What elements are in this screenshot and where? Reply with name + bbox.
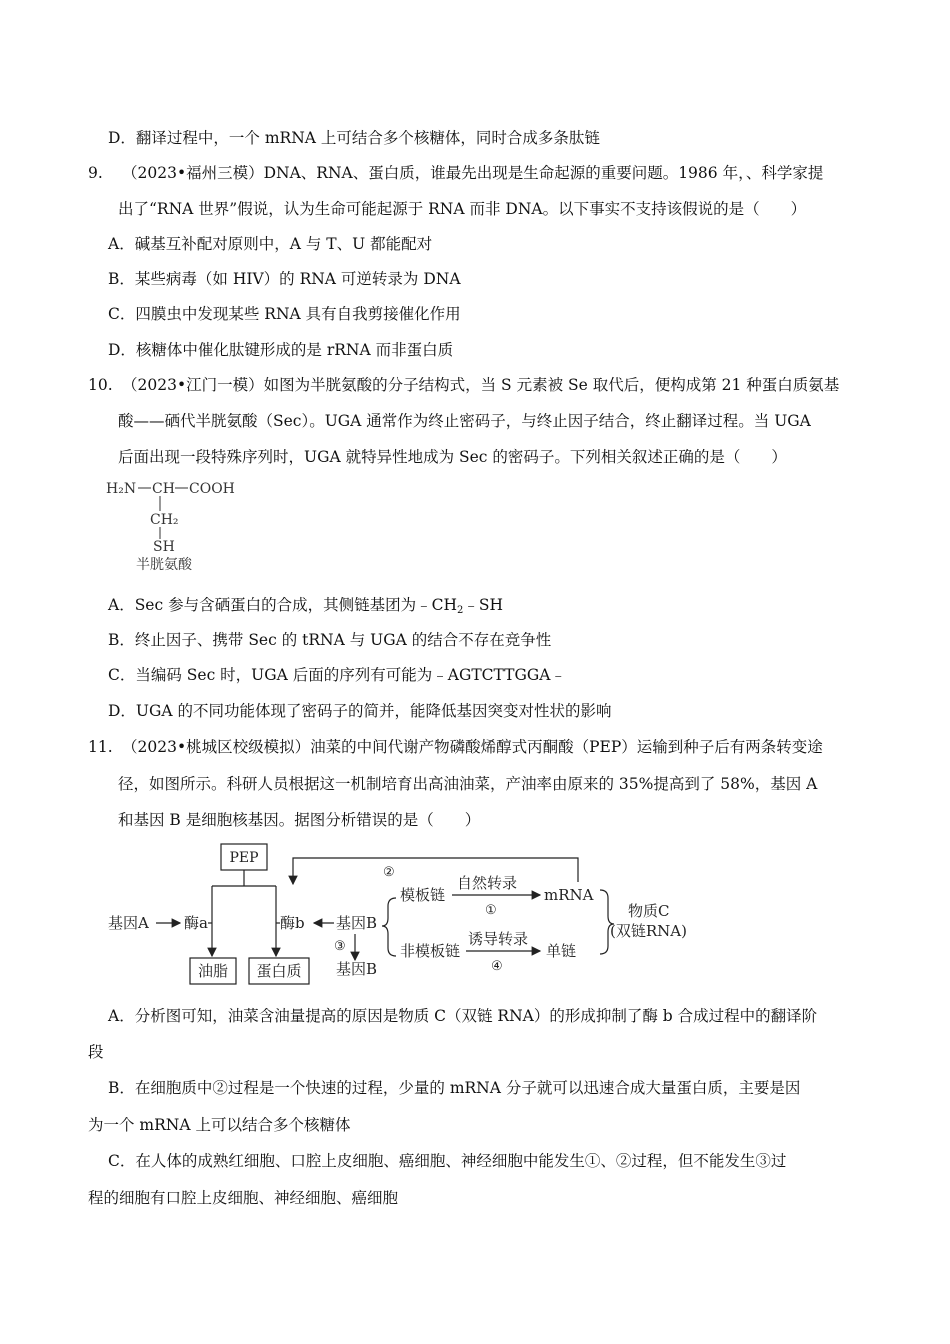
formula-ch2: CH₂ — [150, 512, 179, 528]
q11-stem-line2: 径，如图所示。科研人员根据这一机制培育出高油油菜，产油率由原来的 35%提高到了 58%，基因 A — [118, 775, 818, 793]
q9-option-a: A．碱基互补配对原则中，A 与 T、U 都能配对 — [108, 235, 433, 253]
gene-b-label: 基因B — [336, 914, 378, 932]
mrna-label: mRNA — [544, 886, 594, 904]
oil-label: 油脂 — [197, 962, 229, 980]
q10-number: 10. — [88, 376, 113, 394]
pep-label: PEP — [229, 850, 259, 866]
q10-option-d: D．UGA 的不同功能体现了密码子的简并，能降低基因突变对性状的影响 — [108, 702, 612, 720]
q11-option-a-line1: A．分析图可知，油菜含油量提高的原因是物质 C（双链 RNA）的形成抑制了酶 b 合成过程中的翻译阶 — [108, 1007, 818, 1025]
template-strand-label: 模板链 — [400, 886, 446, 904]
protein-label: 蛋白质 — [256, 962, 302, 980]
enzyme-a-label: 酶a — [184, 914, 208, 932]
q10-stem-line3: 后面出现一段特殊序列时，UGA 就特异性地成为 Sec 的密码子。下列相关叙述正确的是（ ） — [118, 448, 787, 466]
step-1-label: ① — [485, 903, 497, 918]
natural-transcription-label: 自然转录 — [457, 874, 518, 892]
cysteine-structure-figure — [104, 474, 254, 574]
non-template-strand-label: 非模板链 — [400, 942, 461, 960]
gene-a-label: 基因A — [108, 914, 149, 932]
q11-stem-line3: 和基因 B 是细胞核基因。据图分析错误的是（ ） — [118, 811, 481, 829]
enzyme-b-label: 酶b — [280, 914, 305, 932]
q10-option-a-subscript: 2 — [456, 605, 464, 616]
gene-b-copy-label: 基因B — [336, 960, 378, 978]
formula-ch: CH — [152, 481, 175, 497]
q10-option-b: B．终止因子、携带 Sec 的 tRNA 与 UGA 的结合不存在竞争性 — [108, 631, 552, 649]
arrow-translation-to-enzyme-b — [293, 858, 578, 884]
step-4-label: ④ — [491, 959, 503, 974]
q9-option-d: D．核糖体中催化肽键形成的是 rRNA 而非蛋白质 — [108, 341, 454, 359]
q10-option-a-suffix: ﹣SH — [463, 596, 503, 614]
q9-option-c: C．四膜虫中发现某些 RNA 具有自我剪接催化作用 — [108, 305, 461, 323]
gene-b-brace — [382, 898, 396, 956]
q9-stem-line2: 出了“RNA 世界”假说，认为生命可能起源于 RNA 而非 DNA。以下事实不支持该假说的是（ ） — [118, 200, 807, 218]
q11-option-c-line1: C．在人体的成熟红细胞、口腔上皮细胞、癌细胞、神经细胞中能发生①、②过程，但不能发生③过 — [108, 1152, 787, 1170]
step-2-label: ② — [383, 865, 395, 880]
single-strand-label: 单链 — [546, 942, 577, 960]
q9-number: 9. — [88, 164, 103, 182]
q10-option-a — [108, 594, 503, 622]
induced-transcription-label: 诱导转录 — [468, 930, 529, 948]
formula-h2n: H₂N — [106, 481, 137, 497]
double-rna-label: (双链RNA) — [610, 922, 687, 940]
q11-option-b-line1: B．在细胞质中②过程是一个快速的过程，少量的 mRNA 分子就可以迅速合成大量蛋白质，主要是因 — [108, 1079, 801, 1097]
q11-option-a-line2: 段 — [88, 1043, 104, 1061]
q10-option-a-text: A．Sec 参与含硒蛋白的合成，其侧链基团为﹣CH — [108, 596, 457, 614]
q11-number: 11. — [88, 738, 113, 756]
pep-pathway-diagram — [100, 838, 710, 988]
formula-sh: SH — [153, 539, 175, 555]
step-3-label: ③ — [334, 939, 346, 954]
q10-option-c: C．当编码 Sec 时，UGA 后面的序列有可能为﹣AGTCTTGGA﹣ — [108, 666, 566, 684]
q8-option-d: D．翻译过程中，一个 mRNA 上可结合多个核糖体，同时合成多条肽链 — [108, 129, 600, 147]
q9-option-b: B．某些病毒（如 HIV）的 RNA 可逆转录为 DNA — [108, 270, 461, 288]
q10-stem-line2: 酸——硒代半胱氨酸（Sec）。UGA 通常作为终止密码子，与终止因子结合，终止翻译过程。当 UGA — [118, 412, 811, 430]
figure-caption: 半胱氨酸 — [136, 557, 192, 573]
q11-stem-line1: （2023•桃城区校级模拟）油菜的中间代谢产物磷酸烯醇式丙酮酸（PEP）运输到种子后有两条转变途 — [122, 738, 823, 756]
q11-option-c-line2: 程的细胞有口腔上皮细胞、神经细胞、癌细胞 — [88, 1189, 399, 1207]
substance-c-label: 物质C — [628, 902, 670, 920]
q10-stem-line1: （2023•江门一模）如图为半胱氨酸的分子结构式，当 S 元素被 Se 取代后，便构成第 21 种蛋白质氨基 — [122, 376, 840, 394]
q9-stem-line1: （2023•福州三模）DNA、RNA、蛋白质，谁最先出现是生命起源的重要问题。1986 年，、科学家提 — [122, 164, 824, 182]
formula-cooh: COOH — [189, 481, 235, 497]
q11-option-b-line2: 为一个 mRNA 上可以结合多个核糖体 — [88, 1116, 351, 1134]
